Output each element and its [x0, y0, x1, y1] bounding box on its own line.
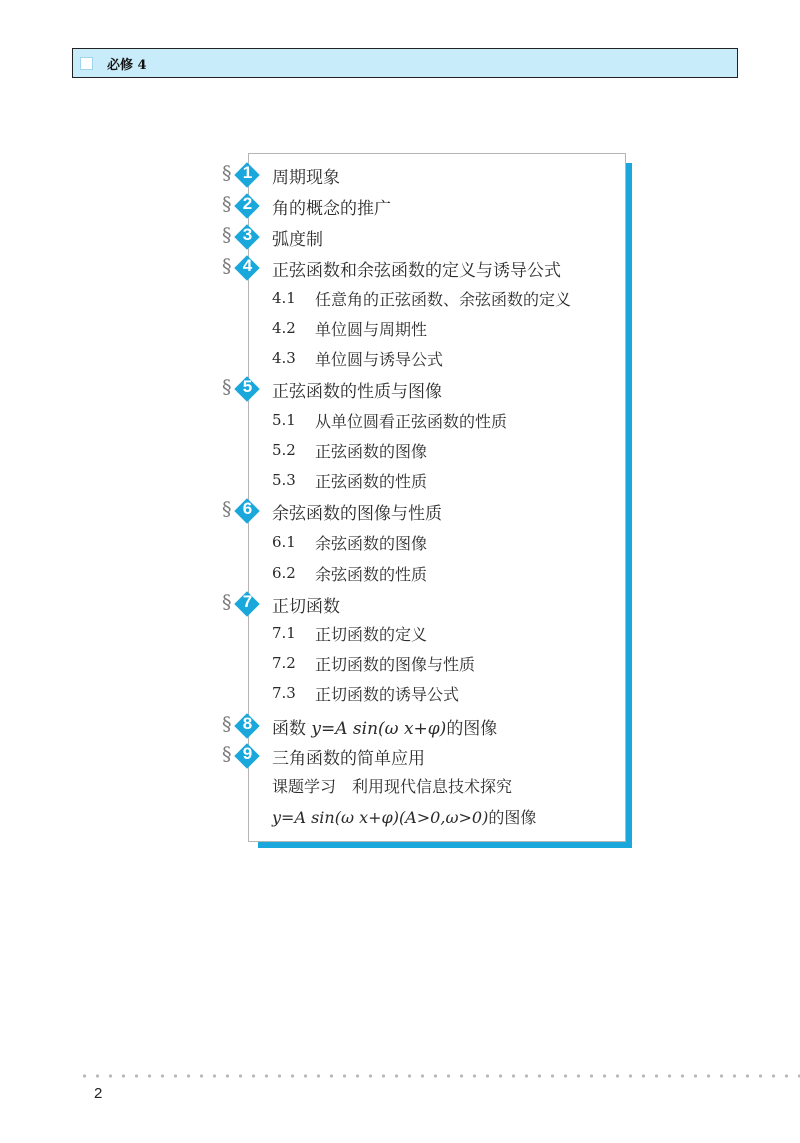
subsection-title: 余弦函数的图像 [315, 534, 428, 553]
section-sign: § [222, 591, 232, 613]
subsection-title: 正切函数的诱导公式 [315, 685, 460, 704]
subsection-number: 7.2 [272, 654, 296, 672]
project-topic-formula: y=A sin(ω x+φ)(A>0,ω>0) [272, 808, 489, 827]
footer-dotted-rule [78, 1074, 800, 1078]
chapter-number: 5 [242, 377, 253, 396]
header-square-icon [80, 57, 93, 70]
subsection-title: 正弦函数的性质 [315, 472, 428, 491]
chapter-title: 余弦函数的图像与性质 [272, 504, 442, 524]
page-number: 2 [94, 1085, 103, 1102]
subsection-title: 余弦函数的性质 [315, 565, 428, 584]
subsection-number: 5.3 [272, 471, 296, 489]
chapter-title-suffix: 的图像 [446, 719, 498, 739]
subsection-title: 正切函数的定义 [315, 625, 428, 644]
chapter-number: 9 [242, 744, 253, 763]
subsection-title: 正弦函数的图像 [315, 442, 428, 461]
section-sign: § [222, 713, 232, 735]
subsection-title: 正切函数的图像与性质 [315, 655, 476, 674]
subsection-title: 单位圆与周期性 [315, 320, 428, 339]
subsection-title: 单位圆与诱导公式 [315, 350, 444, 369]
subsection-number: 7.3 [272, 684, 296, 702]
chapter-title: 弧度制 [272, 230, 323, 250]
chapter-number: 2 [242, 194, 253, 213]
subsection-number: 5.2 [272, 441, 296, 459]
project-topic-line2 [272, 805, 536, 828]
subsection-title: 从单位圆看正弦函数的性质 [315, 412, 508, 431]
chapter-number: 6 [242, 499, 253, 518]
section-sign: § [222, 743, 232, 765]
subsection-number: 4.1 [272, 289, 296, 307]
subsection-number: 5.1 [272, 411, 296, 429]
header-title: 必修 4 [107, 58, 147, 73]
subsection-number: 6.1 [272, 533, 296, 551]
subsection-number: 6.2 [272, 564, 296, 582]
chapter-title: 周期现象 [272, 168, 340, 188]
subsection-number: 7.1 [272, 624, 296, 642]
project-topic-suffix: 的图像 [488, 808, 537, 827]
chapter-title: 三角函数的简单应用 [272, 749, 425, 769]
chapter-number: 7 [242, 592, 253, 611]
section-sign: § [222, 193, 232, 215]
chapter-title: 正弦函数和余弦函数的定义与诱导公式 [272, 261, 561, 281]
subsection-title: 任意角的正弦函数、余弦函数的定义 [315, 290, 572, 309]
section-sign: § [222, 498, 232, 520]
chapter-title: 正弦函数的性质与图像 [272, 382, 442, 402]
chapter-title [272, 714, 497, 739]
chapter-title-formula: y=A sin(ω x+φ) [311, 719, 447, 739]
chapter-header-bar [72, 48, 738, 78]
chapter-number: 4 [242, 256, 253, 275]
chapter-title-prefix: 函数 [272, 719, 312, 739]
chapter-number: 3 [242, 225, 253, 244]
chapter-title: 正切函数 [272, 597, 340, 617]
subsection-number: 4.3 [272, 349, 296, 367]
project-topic-line1: 课题学习 利用现代信息技术探究 [272, 777, 513, 796]
subsection-number: 4.2 [272, 319, 296, 337]
section-sign: § [222, 376, 232, 398]
section-sign: § [222, 162, 232, 184]
chapter-number: 1 [242, 163, 253, 182]
section-sign: § [222, 255, 232, 277]
chapter-title: 角的概念的推广 [272, 199, 391, 219]
section-sign: § [222, 224, 232, 246]
chapter-number: 8 [242, 714, 253, 733]
